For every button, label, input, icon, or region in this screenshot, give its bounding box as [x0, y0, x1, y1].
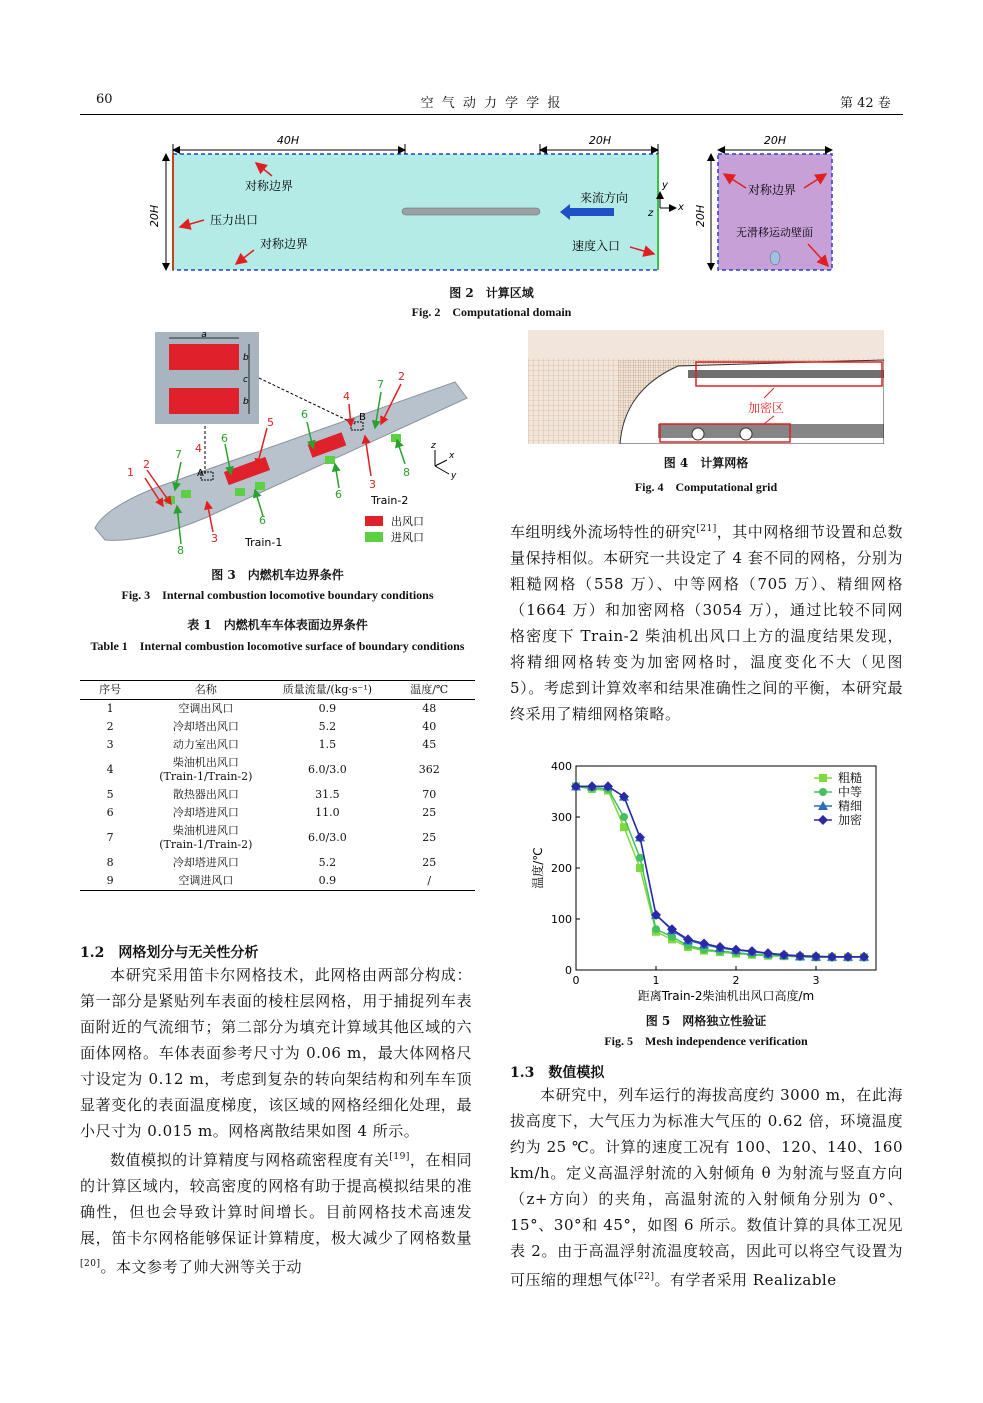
- fig4-caption-en: Fig. 4 Computational grid: [634, 480, 778, 494]
- symmetry-bottom-label: 对称边界: [260, 237, 309, 251]
- page-number: 60: [96, 92, 113, 107]
- svg-text:y: y: [451, 471, 457, 481]
- table-row: 6 冷却塔进风口 11.0 25: [106, 806, 437, 819]
- dim-20h-left: 20H: [148, 204, 161, 228]
- svg-text:8: 8: [403, 466, 410, 479]
- legend-outlet-label: 出风口: [391, 515, 424, 528]
- series-line-1: [576, 786, 864, 957]
- fig3-caption-cn: 图 3 内燃机车边界条件: [211, 568, 344, 582]
- svg-text:6: 6: [259, 514, 266, 527]
- right-column-body: 车组明线外流场特性的研究[21]，其中网格细节设置和总数量保持相似。本研究一共设定了 4 套不同的网格，分别为粗糙网格（558 万）、中等网格（705 万）、精细网格（1664 万）和加密网格（3054 万），通过比较不同网格密度下 Train-2 柴油机出风口上方的温度结果发现，将精细网格转变为加密网格时，温度变化不大（见图 5）。考虑到计算效率和结果准确性之间的平衡，本研究最终采用了精细网格策略。: [510, 523, 903, 723]
- svg-text:6: 6: [335, 488, 342, 501]
- symmetry-top-label: 对称边界: [245, 179, 294, 193]
- svg-text:7: 7: [377, 378, 384, 391]
- data-point: [819, 788, 827, 796]
- svg-text:5: 5: [267, 416, 274, 429]
- svg-text:y: y: [662, 180, 668, 191]
- refined-zone-label: 加密区: [748, 401, 785, 415]
- table-row: 5 散热器出风口 31.5 70: [106, 788, 437, 801]
- dim-40h: 40H: [276, 134, 300, 147]
- section-1-2-body: 本研究采用笛卡尔网格技术，此网格由两部分构成：第一部分是紧贴列车表面的棱柱层网格，用于捕捉列车表面附近的气流细节；第二部分为填充计算域其他区域的六面体网格。车体表面参考尺寸为 0.06 m，最大体网格尺寸设定为 0.12 m，考虑到复杂的转向架结构和列车车顶显著变化的表面温度梯度，该区域的网格经细化处理，最小尺寸为 0.015 m。网格离散结果如图 4 所示。 数值模拟的计算精度与网格疏密程度有关[19]，在相同的计算区域内，较高密度的网格有助于提高模拟结果的准确性，但也会导致计算时间增长。目前网格技术高速发展，笛卡尔网格能够保证计算精度，极大减少了网格数量[20]。本文参考了帅大洲等关于动: [80, 966, 472, 1276]
- figure-5: [528, 754, 888, 1004]
- side-symmetry-label: 对称边界: [748, 183, 797, 197]
- header-rule: [80, 114, 903, 115]
- volume-label: 第 42 卷: [840, 96, 891, 111]
- svg-text:b: b: [243, 353, 249, 363]
- svg-text:4: 4: [195, 442, 202, 455]
- inset-outlet-bottom: [169, 388, 239, 414]
- table1-caption-en: Table 1 Internal combustion locomotive surface of boundary conditions: [90, 639, 465, 653]
- data-point: [819, 774, 827, 782]
- legend-inlet-swatch: [365, 532, 383, 542]
- fig4-caption-cn: 图 4 计算网格: [663, 456, 749, 470]
- x-tick-label: 0: [572, 974, 580, 987]
- fig2-caption-cn: 图 2 计算区域: [449, 286, 534, 300]
- svg-text:6: 6: [221, 432, 228, 445]
- svg-text:b: b: [243, 397, 249, 407]
- legend-inlet-label: 进风口: [391, 531, 424, 544]
- svg-text:1: 1: [127, 466, 134, 479]
- series-line-4: [576, 786, 864, 956]
- dim-20h-right: 20H: [763, 134, 787, 147]
- dim-20h-top: 20H: [588, 134, 612, 147]
- fig5-caption-cn: 图 5 网格独立性验证: [645, 1014, 767, 1028]
- svg-text:z: z: [648, 208, 654, 219]
- svg-text:3: 3: [211, 532, 218, 545]
- fig3-caption-en: Fig. 3 Internal combustion locomotive boundary conditions: [121, 588, 434, 602]
- data-point: [620, 813, 628, 821]
- legend-label: 精细: [838, 799, 863, 813]
- series-line-3: [576, 786, 864, 956]
- legend-label: 中等: [838, 785, 863, 799]
- side-wall-label: 无滑移运动壁面: [736, 226, 813, 239]
- data-point: [818, 815, 828, 825]
- svg-text:4: 4: [343, 390, 350, 403]
- figure-2: [140, 126, 860, 286]
- table-row: 9 空调进风口 0.9 /: [80, 872, 475, 891]
- data-point: [652, 925, 660, 933]
- legend-label: 粗糙: [838, 771, 863, 785]
- inset-outlet-top: [169, 344, 239, 370]
- svg-text:7: 7: [175, 448, 182, 461]
- figure-4: [528, 330, 884, 444]
- table-row: 1 空调出风口 0.9 48: [106, 702, 437, 715]
- svg-text:6: 6: [301, 408, 308, 421]
- y-tick-label: 400: [551, 760, 572, 773]
- svg-text:8: 8: [177, 544, 184, 557]
- legend-label: 加密: [838, 813, 863, 827]
- dim-20h-side: 20H: [694, 204, 707, 228]
- table-row: 3 动力室出风口 1.5 45: [106, 738, 437, 751]
- table-row: 8 冷却塔进风口 5.2 25: [106, 856, 437, 869]
- table1-caption-cn: 表 1 内燃机车车体表面边界条件: [187, 618, 368, 632]
- table-row: 4 柴油机出风口 (Train-1/Train-2) 6.0/3.0 362: [106, 756, 440, 783]
- table-row: 2 冷却塔出风口 5.2 40: [106, 720, 437, 733]
- y-tick-label: 300: [551, 811, 572, 824]
- section-1-2-title: 1.2 网格划分与无关性分析: [80, 945, 259, 961]
- fig5-caption-en: Fig. 5 Mesh independence verification: [604, 1034, 808, 1048]
- fig2-caption-en: Fig. 2 Computational domain: [411, 305, 572, 319]
- computational-domain-diagram: [140, 126, 860, 286]
- svg-text:a: a: [201, 330, 207, 340]
- data-point: [636, 854, 644, 862]
- x-axis-label: 距离Train-2柴油机出风口高度/m: [637, 989, 815, 1003]
- section-1-3-body: 本研究中，列车运行的海拔高度约 3000 m，在此海拔高度下，大气压力为标准大气压的 0.62 倍，环境温度约为 25 ℃。计算的速度工况有 100、120、140、160 km/h。定义高温浮射流的入射倾角 θ 为射流与竖直方向（z+方向）的夹角，高温射流的入射倾角分别为 0°、15°、30°和 45°，如图 6 所示。数值计算的具体工况见表 2。由于高温浮射流温度较高，因此可以将空气设置为可压缩的理想气体[22]。有学者采用 Realizable: [510, 1086, 903, 1289]
- svg-text:2: 2: [143, 458, 150, 471]
- train-cross-section: [770, 251, 780, 265]
- pressure-outlet-label: 压力出口: [210, 213, 259, 227]
- train-model: [402, 208, 540, 215]
- svg-text:x: x: [678, 202, 684, 213]
- table-row: 7 柴油机进风口 (Train-1/Train-2) 6.0/3.0 25: [106, 824, 437, 851]
- x-tick-label: 2: [732, 974, 740, 987]
- computational-grid-image: [528, 330, 884, 444]
- section-1-3-title: 1.3 数值模拟: [510, 1065, 605, 1081]
- x-tick-label: 1: [652, 974, 660, 987]
- y-tick-label: 0: [565, 964, 572, 977]
- journal-title: 空 气 动 力 学 学 报: [420, 96, 563, 111]
- svg-text:3: 3: [369, 478, 376, 491]
- train1-label: Train-1: [245, 536, 283, 549]
- y-axis-label: 温度/℃: [531, 847, 545, 889]
- svg-text:c: c: [243, 375, 248, 385]
- y-tick-label: 200: [551, 862, 572, 875]
- locomotive-boundary-diagram: [85, 328, 475, 558]
- mesh-independence-chart: [528, 754, 888, 1004]
- velocity-inlet-label: 速度入口: [572, 239, 621, 253]
- y-tick-label: 100: [551, 913, 572, 926]
- legend-outlet-swatch: [365, 516, 383, 526]
- svg-text:2: 2: [398, 370, 405, 383]
- inflow-direction-label: 来流方向: [580, 191, 629, 205]
- svg-text:B: B: [359, 412, 366, 423]
- figure-3: [85, 328, 475, 558]
- svg-text:A: A: [197, 468, 204, 479]
- train2-label: Train-2: [371, 494, 409, 507]
- svg-text:x: x: [449, 451, 455, 461]
- series-line-2: [576, 786, 864, 957]
- x-tick-label: 3: [812, 974, 820, 987]
- table-1: 序号 名称 质量流量/(kg·s⁻¹) 温度/℃ 1 空调出风口 0.9 48 2 冷却塔出风口 5.2 40 3 动力室出风口 1.5 45 4 柴油机出风口 (Train-1/Train-2) 6.0/3.0 362 5 散热器出风口 31.5 70 6 冷却塔进风口 11.0 25 7 柴油机进风口 (Train-1/Train-2) 6.0/3.0 25 8 冷却塔进风口 5.2 25 9 空调进风口 0.9 /: [80, 680, 475, 891]
- svg-text:z: z: [431, 441, 436, 451]
